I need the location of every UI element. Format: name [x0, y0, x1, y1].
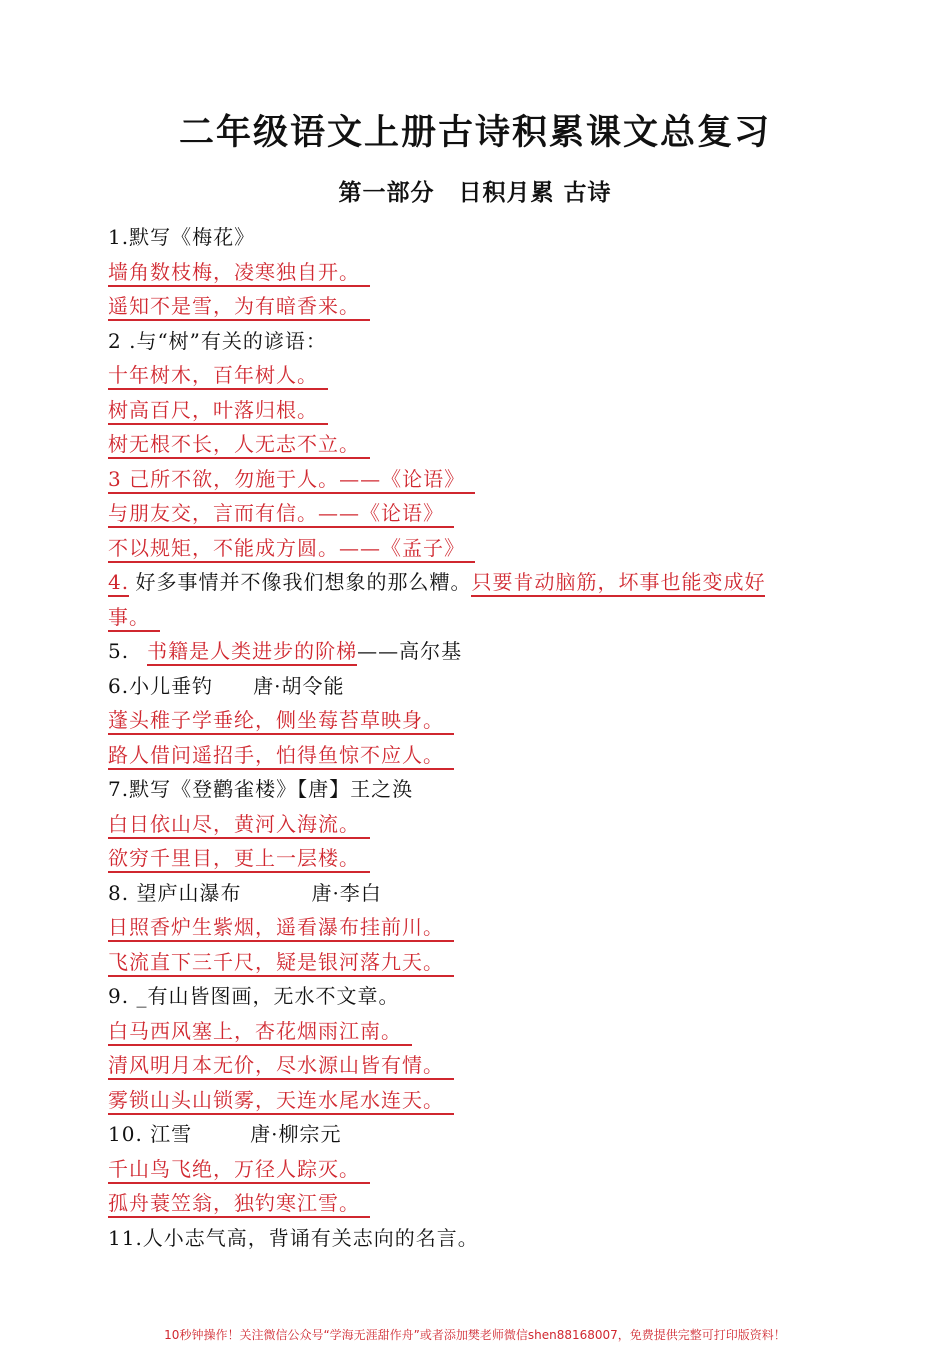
item-7-answer-line: 白日依山尽，黄河入海流。 [108, 807, 868, 842]
item-10-author: 唐·柳宗元 [250, 1122, 342, 1146]
item-4-question: 好多事情并不像我们想象的那么糟。 [135, 570, 472, 594]
item-3-answer-line: 与朋友交，言而有信。——《论语》 [108, 496, 868, 531]
item-6-answer-line: 路人借问遥招手，怕得鱼惊不应人。 [108, 738, 868, 773]
item-2-answer-line: 树无根不长，人无志不立。 [108, 427, 868, 462]
item-6-question: 6.小儿垂钓 唐·胡令能 [108, 673, 345, 698]
item-8-question: 8. 望庐山瀑布 唐·李白 [108, 880, 382, 905]
item-9-question: 9. _有山皆图画，无水不文章。 [108, 984, 400, 1008]
item-2-answer-line: 树高百尺，叶落归根。 [108, 393, 868, 428]
item-5-answer: 书籍是人类进步的阶梯 [147, 639, 357, 666]
item-2-answer-line: 十年树木，百年树人。 [108, 358, 868, 393]
item-8-answer-line: 飞流直下三千尺，疑是银河落九天。 [108, 945, 868, 980]
item-6-author: 唐·胡令能 [253, 673, 345, 698]
page-title: 二年级语文上册古诗积累课文总复习 [178, 112, 771, 153]
item-3-answer-line: 不以规矩，不能成方圆。——《孟子》 [108, 531, 868, 566]
item-1-question: 1.默写《梅花》 [108, 225, 256, 249]
item-7-answer-line: 欲穷千里目，更上一层楼。 [108, 841, 868, 876]
footer-notice: 10秒钟操作！关注微信公众号“学海无涯甜作舟”或者添加樊老师微信shen88168007，免费提供完整可打印版资料！ [164, 1328, 786, 1342]
section-subtitle: 第一部分 日积月累 古诗 [338, 180, 612, 206]
item-1-answer-line: 墙角数枝梅，凌寒独自开。 [108, 255, 868, 290]
item-3-answer-line: 3 己所不欲，勿施于人。——《论语》 [108, 462, 868, 497]
item-10-answer-line: 孤舟蓑笠翁，独钓寒江雪。 [108, 1186, 868, 1221]
item-4-answer-cont: 事。 [108, 600, 868, 635]
item-5-number: 5. [108, 639, 130, 663]
item-2-question: 2 .与“树”有关的谚语： [108, 328, 327, 353]
item-4-answer: 只要肯动脑筋，坏事也能变成好 [471, 570, 765, 597]
item-8-author: 唐·李白 [311, 880, 382, 905]
item-4-line [108, 565, 868, 600]
item-4-number: 4. [108, 570, 129, 597]
item-10-answer-line: 千山鸟飞绝，万径人踪灭。 [108, 1152, 868, 1187]
item-8-answer-line: 日照香炉生紫烟，遥看瀑布挂前川。 [108, 910, 868, 945]
item-1-answer-line: 遥知不是雪，为有暗香来。 [108, 289, 868, 324]
item-6-answer-line: 蓬头稚子学垂纶，侧坐莓苔草映身。 [108, 703, 868, 738]
item-7-question: 7.默写《登鹳雀楼》【唐】王之涣 [108, 777, 414, 801]
content [108, 220, 868, 1255]
item-5-source: ——高尔基 [357, 639, 463, 663]
item-9-answer-line: 白马西风塞上，杏花烟雨江南。 [108, 1014, 868, 1049]
item-9-answer-line: 雾锁山头山锁雾，天连水尾水连天。 [108, 1083, 868, 1118]
item-10-question: 10. 江雪 唐·柳宗元 [108, 1122, 342, 1146]
item-11-question: 11.人小志气高，背诵有关志向的名言。 [108, 1225, 479, 1250]
item-9-answer-line: 清风明月本无价，尽水源山皆有情。 [108, 1048, 868, 1083]
item-5-line [108, 634, 868, 669]
